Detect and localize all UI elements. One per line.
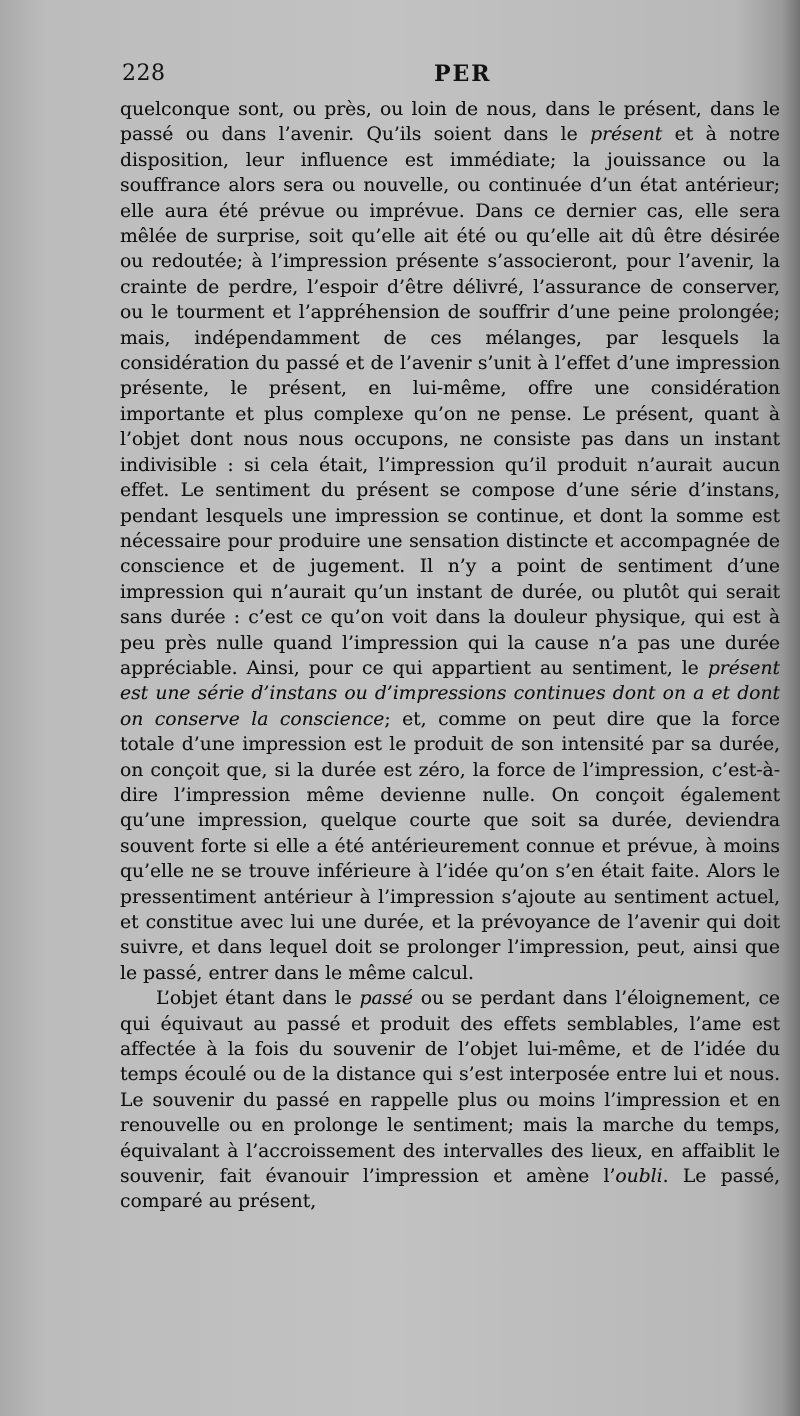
italic-text-segment: passé (359, 988, 413, 1010)
page-number: 228 (122, 61, 166, 86)
main-text (120, 97, 780, 1215)
text-segment: ou se perdant dans l’éloignement, ce qui équivaut au passé et produit des effets semblables, l’ame est affectée à la fois du souvenir de l’objet lui-même, et de l’idée du temps écoulé ou de la distance qui s’est interposée entre lui et nous. Le souvenir du passé en rappelle plus ou moins l’impression et en renouvelle ou en prolonge le sentiment; mais la marche du temps, équivalant à l’accroissement des intervalles des lieux, en affaiblit le souvenir, fait évanouir l’impression et amène l’ (120, 988, 780, 1188)
italic-text-segment: présent (590, 124, 663, 146)
text-segment: . Le passé, comparé au présent, (120, 1166, 780, 1213)
page-edge-shadow (782, 0, 800, 1416)
italic-text-segment: oubli (615, 1166, 663, 1188)
italic-text-segment: présent est une série d’instans ou d’impressions continues dont on a et dont on conserve la conscience (120, 657, 780, 730)
text-segment: et à notre disposition, leur influence est immédiate; la jouissance ou la souffrance alors sera ou nouvelle, ou continuée d’un état antérieur; elle aura été prévue ou imprévue. Dans ce dernier cas, elle sera mêlée de surprise, soit qu’elle ait été ou qu’elle ait dû être désirée ou redoutée; à l’impression présente s’associeront, pour l’avenir, la crainte de perdre, l’espoir d’être délivré, l’assurance de conserver, ou le tourment et l’appréhension de souffrir d’une peine prolongée; mais, indépendamment de ces mélanges, par lesquels la considération du passé et de l’avenir s’unit à l’effet d’une impression présente, le présent, en lui-même, offre une considération importante et plus complexe qu’on ne pense. Le présent, quant à l’objet dont nous nous occupons, ne consiste pas dans un instant indivisible : si cela était, l’impression qu’il produit n’aurait aucun effet. Le sentiment du présent se compose d’une série d’instans, pendant lesquels une impression se continue, et dont la somme est nécessaire pour produire une sensation distincte et accompagnée de conscience et de jugement. Il n’y a point de sentiment d’une impression qui n’aurait qu’un instant de durée, ou plutôt qui serait sans durée : c’est ce qu’on voit dans la douleur physique, qui est à peu près nulle quand l’impression qui la cause n’a pas une durée appréciable. Ainsi, pour ce qui appartient au sentiment, le (120, 124, 780, 679)
text-segment: ; et, comme on peut dire que la force totale d’une impression est le produit de son intensité par sa durée, on conçoit que, si la durée est zéro, la force de l’impression, c’est-à-dire l’impression même devienne nulle. On conçoit également qu’une impression, quelque courte que soit sa durée, deviendra souvent forte si elle a été antérieurement connue et prévue, à moins qu’elle ne se trouve inférieure à l’idée qu’on s’en était faite. Alors le pressentiment antérieur à l’impression s’ajoute au sentiment actuel, et constitue avec lui une durée, et la prévoyance de l’avenir qui doit suivre, et dans lequel doit se prolonger l’impression, peut, ainsi que le passé, entrer dans le même calcul. (120, 708, 780, 984)
text-segment: quelconque sont, ou près, ou loin de nous, dans le présent, dans le passé ou dans l’avenir. Qu’ils soient dans le (120, 99, 780, 146)
page-header (122, 58, 762, 90)
paragraph-1 (120, 97, 780, 986)
paragraph-2 (120, 986, 780, 1215)
running-head: PER (434, 61, 492, 87)
text-segment: L’objet étant dans le (156, 988, 360, 1010)
